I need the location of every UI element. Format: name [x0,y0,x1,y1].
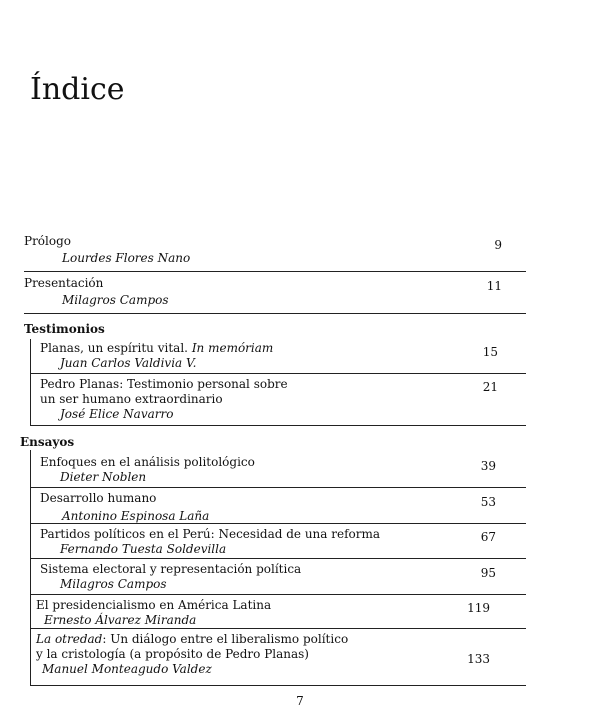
entry-author: Fernando Tuesta Soldevilla [60,542,227,556]
entry-title-line2: un ser humano extraordinario [40,392,223,406]
entry-author: Milagros Campos [62,293,169,307]
entry-page: 95 [480,566,496,580]
entry-page: 133 [467,652,490,666]
page-number: 7 [296,694,304,708]
toc-entry-ensayo-3 [40,527,380,557]
divider [30,628,526,629]
entry-author: Dieter Noblen [60,470,147,484]
entry-title: Prólogo [24,234,72,248]
entry-title-italic: La otredad [36,632,103,646]
divider [24,271,526,272]
entry-title-italic: In memóriam [191,341,274,355]
toc-entry-ensayo-5 [36,598,271,628]
entry-page: 9 [494,238,502,252]
entry-page: 11 [486,279,502,293]
entry-title: Partidos políticos en el Perú: Necesidad de una reforma [40,527,381,541]
divider [24,313,526,314]
entry-title: Desarrollo humano [40,491,157,505]
entry-author: Juan Carlos Valdivia V. [60,356,197,370]
toc-entry-prologo [24,234,190,266]
section-bar [30,339,31,425]
entry-page: 53 [480,495,496,509]
toc-entry-ensayo-6 [36,632,348,677]
entry-page: 21 [482,380,498,394]
entry-title: Sistema electoral y representación política [40,562,302,576]
entry-author: Manuel Monteagudo Valdez [42,662,212,676]
section-heading-ensayos: Ensayos [20,435,75,449]
entry-title: Planas, un espíritu vital. [40,341,188,355]
divider [30,523,526,524]
entry-author: Lourdes Flores Nano [62,251,191,265]
entry-page: 39 [480,459,496,473]
divider [30,558,526,559]
entry-title: Pedro Planas: Testimonio personal sobre [40,377,288,391]
entry-title: Enfoques en el análisis politológico [40,455,255,469]
entry-title-line2: y la cristología (a propósito de Pedro Planas) [36,647,309,661]
divider [30,685,526,686]
entry-author: José Elice Navarro [60,407,174,421]
divider [30,487,526,488]
section-heading-testimonios: Testimonios [24,322,105,336]
toc-entry-ensayo-2 [40,491,209,524]
toc-entry-ensayo-1 [40,455,255,485]
toc-entry-testimonio-1 [40,341,273,371]
entry-author: Ernesto Álvarez Miranda [44,613,197,627]
entry-page: 15 [482,345,498,359]
page-title: Índice [30,72,125,107]
entry-page: 67 [480,530,496,544]
entry-author: Milagros Campos [60,577,167,591]
entry-title: : Un diálogo entre el liberalismo político [102,632,349,646]
divider [30,425,526,426]
entry-title: El presidencialismo en América Latina [36,598,272,612]
entry-page: 119 [467,601,490,615]
toc-entry-ensayo-4 [40,562,301,592]
toc-entry-testimonio-2 [40,377,288,422]
divider [30,373,526,374]
entry-title: Presentación [24,276,104,290]
toc-entry-presentacion [24,276,169,308]
divider [30,594,526,595]
section-bar [30,450,31,685]
entry-author: Antonino Espinosa Laña [62,509,210,523]
